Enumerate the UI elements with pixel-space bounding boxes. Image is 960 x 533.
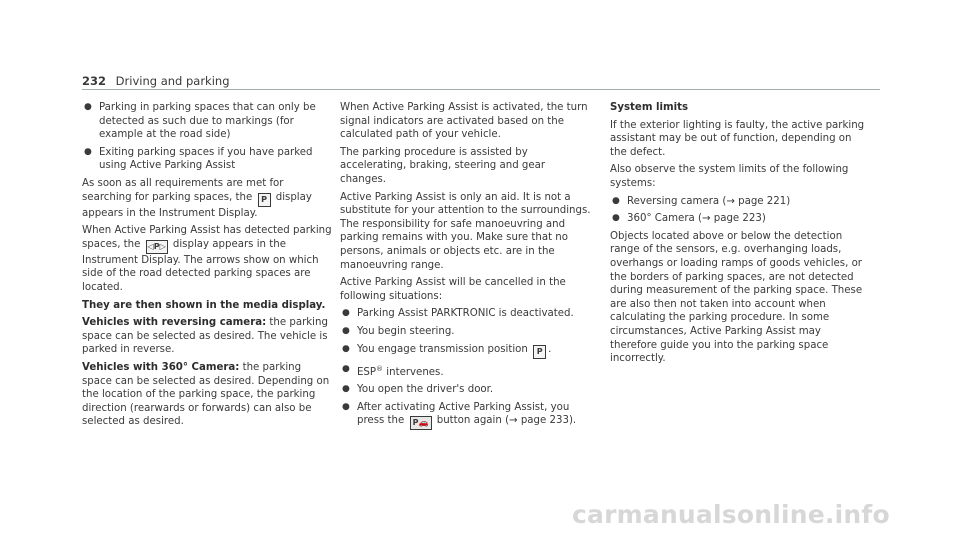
list-item: ● You begin steering. [342,325,455,337]
bullet-list [340,307,592,430]
paragraph: As soon as all requirements are met for searching for parking spaces, the P display appears in the Instrument Display. [82,177,312,219]
camera-360-label: Vehicles with 360° Camera: [82,361,240,373]
page-number: 232 [82,74,107,88]
park-position-icon: P [533,345,546,359]
bullet-icon: ● [84,146,92,157]
paragraph: Objects located above or below the detection range of the sensors, e.g. overhanging loads, overhangs or loading ramps of goods vehicles, or the borders of parking spaces, are not detected during measurement of the parking space. These are also then not taken into account when calculating the parking procedure. In some circumstances, Active Parking Assist may therefore guide you into the parking space incorrectly. [610,230,863,365]
header-rule [82,89,880,90]
paragraph: Vehicles with 360° Camera: the parking space can be selected as desired. Depending on the location of the parking space, the parking direction (rearwards or forwards) can also be selected as desired. [82,361,330,428]
paragraph: Active Parking Assist will be cancelled in the following situations: [340,277,566,302]
list-item: ● Exiting parking spaces if you have parked using Active Parking Assist [84,146,313,172]
bullet-icon: ● [342,384,350,395]
paragraph: Also observe the system limits of the following systems: [610,164,849,189]
bullet-list [610,195,870,226]
parking-arrows-icon: ◁P▷ [146,240,168,254]
bullet-icon: ● [612,195,620,206]
watermark: carmanualsonline.info [572,500,890,529]
paragraph-bold: They are then shown in the media display. [82,299,326,311]
bullet-icon: ● [342,308,350,319]
list-item: ● ESP® intervenes. [342,363,444,378]
list-item: ● You engage transmission position P . [340,343,592,359]
paragraph: If the exterior lighting is faulty, the active parking assistant may be out of function, depending on the defect. [610,119,865,158]
bullet-icon: ● [342,363,350,374]
list-item: ● Parking in parking spaces that can only be detected as such due to markings (for example at the road side) [84,102,316,141]
paragraph: The parking procedure is assisted by accelerating, braking, steering and gear changes. [340,146,546,185]
bullet-list [82,101,332,173]
list-item: ● 360° Camera (→ page 223) [612,213,766,225]
bullet-icon: ● [342,325,350,336]
parking-button-icon: P🚗 [410,416,432,430]
paragraph: Active Parking Assist is only an aid. It is not a substitute for your attention to the surroundings. The responsibility for safe manoeuvring and parking remains with you. Make sure that no persons, animals or objects etc. are in the manoeuvring range. [340,191,591,271]
bullet-icon: ● [342,343,350,354]
list-item: ● You open the driver's door. [342,384,494,396]
column-middle [340,101,592,434]
list-item: ● After activating Active Parking Assist, you press the P🚗 button again (→ page 233). [340,401,592,431]
list-item: ● Parking Assist PARKTRONIC is deactivated. [342,308,574,320]
reversing-camera-label: Vehicles with reversing camera: [82,317,267,329]
section-heading: System limits [610,102,689,113]
list-item: ● Reversing camera (→ page 221) [612,195,791,207]
bullet-icon: ● [612,213,620,224]
column-left [82,101,332,433]
page-header [82,74,230,88]
bullet-icon: ● [342,401,350,412]
paragraph: When Active Parking Assist has detected parking spaces, the ◁P▷ display appears in the Instrument Display. The arrows show on which side of the road detected parking spaces are located. [82,225,332,293]
paragraph: Vehicles with reversing camera: the parking space can be selected as desired. The vehicle is parked in reverse. [82,317,328,356]
paragraph: When Active Parking Assist is activated, the turn signal indicators are activated based on the calculated path of your vehicle. [340,102,588,141]
parking-display-icon: P [258,193,271,207]
section-title: Driving and parking [115,74,230,88]
column-right [610,101,870,370]
bullet-icon: ● [84,102,92,112]
